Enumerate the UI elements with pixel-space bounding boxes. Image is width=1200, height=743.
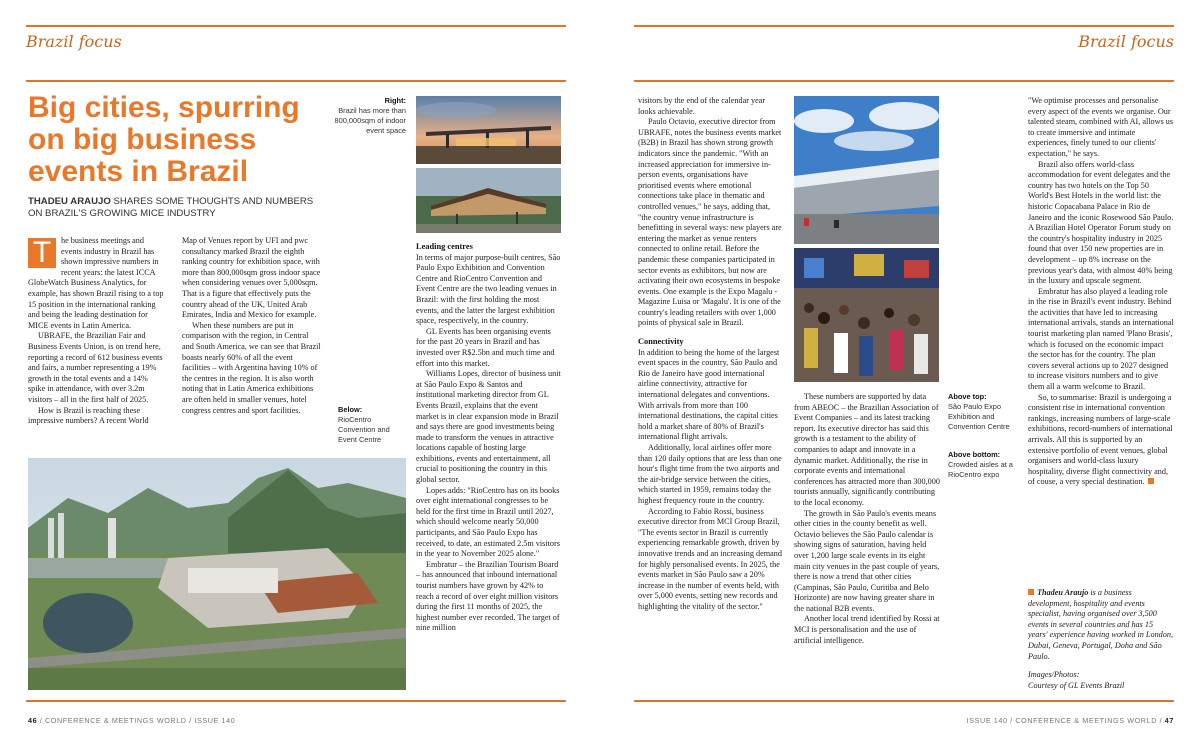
closing-text: So, to summarise: Brazil is undergoing a consistent rise in international convention rankings, increasing numbers of large-scale exhibitions, record-numbers of international arrivals. All this is supported by an extensive portfolio of event venues, global organisers and world-class luxury hospitality, diverse flight connectivity and, of couse, a very special destination. <box>1028 392 1173 487</box>
caption-text: RioCentro Convention and Event Centre <box>338 415 390 444</box>
image-credit: Courtesy of GL Events Brazil <box>1028 680 1125 690</box>
header-rule-left <box>26 80 566 82</box>
byline-name: THADEU ARAUJO <box>28 196 111 207</box>
footer-left <box>28 716 235 725</box>
headline: Big cities, spurring on big business events in Brazil <box>28 91 300 188</box>
paragraph: he business meetings and events industry in Brazil has shown impressive numbers in recent years: the latest ICCA GlobeWatch Business Analytics, for example, has shown Brazil rising to a top 15 position in the international ranking and being the leading destination for MICE events in Latin America. <box>28 236 164 330</box>
paragraph: The growth in São Paulo's events means other cities in the county benefit as well. Octavio believes the São Paulo calendar is showing signs of saturation, having held over 1,200 large scale events in its eight main city venues in the past couple of years, there is now a trend that other cities (Campinas, São Paulo, Curitiba and Belo Horizonte) are now having greater share in the national B2B events. <box>794 508 940 613</box>
footer-left-text: / CONFERENCE & MEETINGS WORLD / ISSUE 140 <box>39 716 236 725</box>
footer-right-text: ISSUE 140 / CONFERENCE & MEETINGS WORLD / <box>966 716 1163 725</box>
caption-label: Above top: <box>948 392 987 401</box>
drop-cap: T <box>28 238 56 268</box>
paragraph: GL Events has been organising events for the past 20 years in Brazil and has invested over R$2.5bn and much time and effort into this market. <box>416 326 555 368</box>
caption-above-bottom <box>948 450 1020 480</box>
article-column-3 <box>416 240 562 692</box>
paragraph: When these numbers are put in comparison with the region, in Central and South America, we can see that Brazil boasts nearly 60% of all the event facilities – with Argentina having 10% of the centres in the region. It is also worth noting that in Latin America exhibitions are often held in smaller venues, hotel congress centres and sport facilities. <box>182 320 321 415</box>
paragraph: How is Brazil is reaching these impressive numbers? A recent World <box>28 405 149 426</box>
header-rule-right <box>634 80 1174 82</box>
pavilion-photo <box>416 96 561 164</box>
article-column-1 <box>28 236 166 446</box>
paragraph: Embratur has also played a leading role in the rise in Brazil's event industry. Behind the activities that have led to increasing international arrivals, stands an international tourist marketing plan named 'Plano Brasis', which is focused on the economic impact the sector has for the country. The plan covers several actions up to 2027 designed to increase visitors numbers and to give them all a warm welcome to Brazil. <box>1028 286 1174 392</box>
subheading-connectivity: Connectivity <box>638 337 684 347</box>
paragraph <box>1028 393 1174 488</box>
paragraph: visitors by the end of the calendar year looks achievable. <box>638 96 766 116</box>
article-column-6 <box>1028 96 1174 576</box>
end-mark-icon <box>1148 478 1154 484</box>
caption-label: Below: <box>338 405 363 414</box>
caption-text: Crowded aisles at a RioCentro expo <box>948 460 1013 479</box>
caption-label: Above bottom: <box>948 450 1001 459</box>
page-number-left: 46 <box>28 716 38 725</box>
subheading-leading-centres: Leading centres <box>416 242 473 251</box>
byline-text: SHARES SOME THOUGHTS AND NUMBERS ON BRAZIL'S GROWING MICE INDUSTRY <box>28 196 314 219</box>
standfirst <box>28 196 318 220</box>
bio-square-icon <box>1028 589 1034 595</box>
paragraph: In addition to being the home of the largest event spaces in the country, São Paulo and Rio de Janeiro have good international airline connectivity, attractive for international delegates and conventions. With arrivals from more than 100 international destinations, the capital cities hold a market share of 80% of Brazil's international flight arrivals. <box>638 347 780 442</box>
paragraph: UBRAFE, the Brazilian Fair and Business Events Union, is on trend here, reporting a record of 612 business events and fairs, a number representing a 19% growth in the total events and a 14% spike in attendance, with over 3.2m visitors – all in the first half of 2025. <box>28 331 163 404</box>
paragraph: In terms of major purpose-built centres, São Paulo Expo Exhibition and Convention Centre and RioCentro Convention and Event Centre are the two leading venues in Brazil: with the first holding the most events, and the latter the largest exhibition space, respectively, in the country. <box>416 252 561 326</box>
paragraph: "We optimise processes and personalise every aspect of the events we organise. Our talented steam, combined with AI, allows us to create immersive and intimate experiences, finely tuned to our clients' expectation," he says. <box>1028 96 1174 158</box>
caption-label: Right: <box>384 96 406 105</box>
caption-above-top <box>948 392 1020 432</box>
bio-name: Thadeu Araujo <box>1037 588 1089 597</box>
riocentro-aerial-photo <box>28 458 406 690</box>
bio-paragraph <box>1028 588 1174 662</box>
page-number-right: 47 <box>1164 716 1174 725</box>
bio-text: is a business development, hospitality and events specialist, having organised over 3,500 events in several countries and has 15 years' experience having worked in London, Dubai, Geneva, Portugal, Doha and São Paulo. <box>1028 588 1173 661</box>
caption-right <box>334 96 406 136</box>
paragraph: Brazil also offers world-class accommodation for event delegates and the country has two hotels on the Top 50 World's Best Hotels in the world list: the historic Copacabana Palace in Rio de Janeiro and the iconic Rosewood São Paulo. A Brazilian Hotel Operator Forum study on the country's hospitality industry in 2025 found that over 150 new properties are in development – up 8% increase on the previous year's data, with almost 40% being in the luxury and upscale segment. <box>1028 159 1174 286</box>
top-rule-left <box>26 25 566 27</box>
image-credit-label: Images/Photos: <box>1028 670 1080 680</box>
paragraph: Paulo Octavio, executive director from UBRAFE, notes the business events market (B2B) in Brazil has shown strong growth indicators since the pandemic. "With an increased appreciation for immersive in-person events, organisations have prioritised events where emotional connections take place in thematic and controlled venues," he says, adding that, "the country venue infrastructure is benefitting in several ways: new players are entering the market as venue renters connected to online retail. Before the pandemic these companies participated in sector events as exhibitors, but now are activating their own ecosystems in bespoke events. One example is the Expo Magalu - Magazine Luisa or 'Magalu'. It is one of the country's leading retailers with over 1,000 points of physical sale in Brazil. <box>638 117 782 328</box>
paragraph: Williams Lopes, director of business unit at São Paulo Expo & Santos and institutional marketing director from GL Events Brazil, explains that the event market is in clear expansion mode in Brazil and says there are good investments being made to transform the venues in attractive locations capable of hosting large exhibitions, events and entertainment, all crucial to positioning the country in this global sector. <box>416 369 561 485</box>
crowd-photo <box>794 248 939 382</box>
paragraph: Embratur – the Brazilian Tourism Board – has announced that inbound international tourist numbers have grown by 42% to reach a record of over eight million visitors during the first 11 months of 2025, the highest number ever recorded. The target of nine million <box>416 559 560 633</box>
sao-paulo-expo-photo <box>794 96 939 244</box>
roof-photo <box>416 168 561 233</box>
paragraph: Another local trend identified by Rossi at MCI is personalisation and the use of artificial intelligence. <box>794 614 940 645</box>
bottom-rule-left <box>26 700 566 702</box>
footer-right <box>967 716 1174 725</box>
paragraph: Map of Venues report by UFI and pwc consultancy marked Brazil the eighth ranking country for exhibition space, with more than 800,000sqm gross indoor space when considering venues over 5,000sqm. That is a figure that effectively puts the country ahead of the UK, United Arab Emirates, India and Mexico for example. <box>182 236 321 320</box>
caption-below <box>338 405 408 445</box>
paragraph: Additionally, local airlines offer more than 120 daily options that are less than one hour's flight time from the two airports and the air-bridge service between the cities, which started in 1959, remains today the highest frequency route in the country. <box>638 443 782 505</box>
section-label-right: Brazil focus <box>1078 32 1174 51</box>
author-bio <box>1028 588 1174 692</box>
article-column-5 <box>794 392 940 692</box>
paragraph: According to Fabio Rossi, business executive director from MCI Group Brazil, "The events sector in Brazil is currently experiencing remarkable growth, driven by innovative trends and an increasing demand for highly personalised events. In 2025, the events market in São Paulo saw a 20% increase in the number of events held, with over 5,000 events, setting new records and highlighting the vitality of the sector." <box>638 506 782 611</box>
bottom-rule-right <box>634 700 1174 702</box>
paragraph: These numbers are supported by data from ABEOC – the Brazilian Association of Event Companies – and its latest tracking report. Its executive director has said this growth is a testament to the ability of companies to adapt and innovate in a dynamic market. Additionally, the rise in corporate events and international conferences has attracted more than 300,000 tourists annually, significantly contributing to the local economy. <box>794 392 940 507</box>
caption-text: São Paulo Expo Exhibition and Convention Centre <box>948 402 1010 431</box>
section-label-left: Brazil focus <box>26 32 122 51</box>
paragraph: Lopes adds: "RioCentro has on its books over eight international congresses to be held for the first time in Brazil until 2027, which should welcome nearly 50,000 participants, and São Paulo Expo has received, to date, an estimated 2.5m visitors in the year to November 2025 alone." <box>416 485 560 559</box>
article-column-2 <box>182 236 322 450</box>
caption-text: Brazil has more than 800,000sqm of indoor event space <box>334 106 406 135</box>
top-rule-right <box>634 25 1174 27</box>
article-column-4 <box>638 96 782 692</box>
